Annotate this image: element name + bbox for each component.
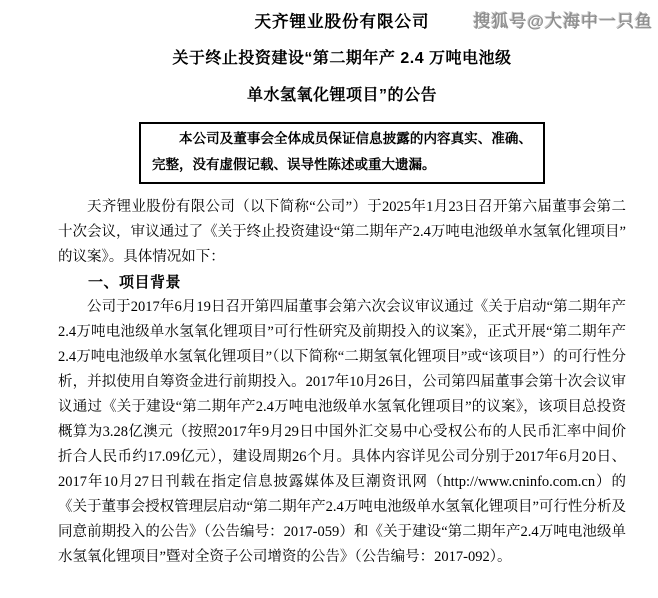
sohu-account-watermark: 搜狐号@大海中一只鱼 (473, 12, 653, 31)
announcement-title-line1: 关于终止投资建设“第二期年产 2.4 万吨电池级 (172, 50, 512, 67)
section-heading-project-background: 一、项目背景 (88, 274, 182, 291)
project-background-paragraph: 公司于2017年6月19日召开第四届董事会第六次会议审议通过《关于启动“第二期年产2.4万吨电池级单水氢氧化锂项目”可行性研究及前期投入的议案》，正式开展“第二期年产2.4万吨电池级单水氢氧化锂项目”（以下简称“二期氢氧化锂项目”或“该项目”）的可行性分析，并拟使用自筹资金进行前期投入。2017年10月26日，公司第四届董事会第十次会议审议通过《关于建设“第二期年产2.4万吨电池级单水氢氧化锂项目”的议案》，该项目总投资概算为3.28亿澳元（按照2017年9月29日中国外汇交易中心受权公布的人民币汇率中间价折合人民币约17.09亿元），建设周期26个月。具体内容详见公司分别于2017年6月20日、2017年10月27日刊载在指定信息披露媒体及巨潮资讯网（http://www.cninfo.com.cn）的《关于董事会授权管理层启动“第二期年产2.4万吨电池级单水氢氧化锂项目”可行性分析及同意前期投入的公告》（公告编号：2017-059）和《关于建设“第二期年产2.4万吨电池级单水氢氧化锂项目”暨对全资子公司增资的公告》（公告编号：2017-092）。 (58, 299, 626, 565)
company-name-title: 天齐锂业股份有限公司 (254, 13, 430, 31)
disclaimer-text: 本公司及董事会全体成员保证信息披露的内容真实、准确、完整，没有虚假记载、误导性陈述或重大遗漏。 (152, 131, 532, 172)
disclaimer-box (139, 122, 545, 184)
intro-paragraph: 天齐锂业股份有限公司（以下简称“公司”）于2025年1月23日召开第六届董事会第二十次会议，审议通过了《关于终止投资建设“第二期年产2.4万吨电池级单水氢氧化锂项目”的议案》。具体情况如下： (58, 199, 626, 265)
announcement-title-line2: 单水氢氧化锂项目”的公告 (246, 87, 437, 104)
